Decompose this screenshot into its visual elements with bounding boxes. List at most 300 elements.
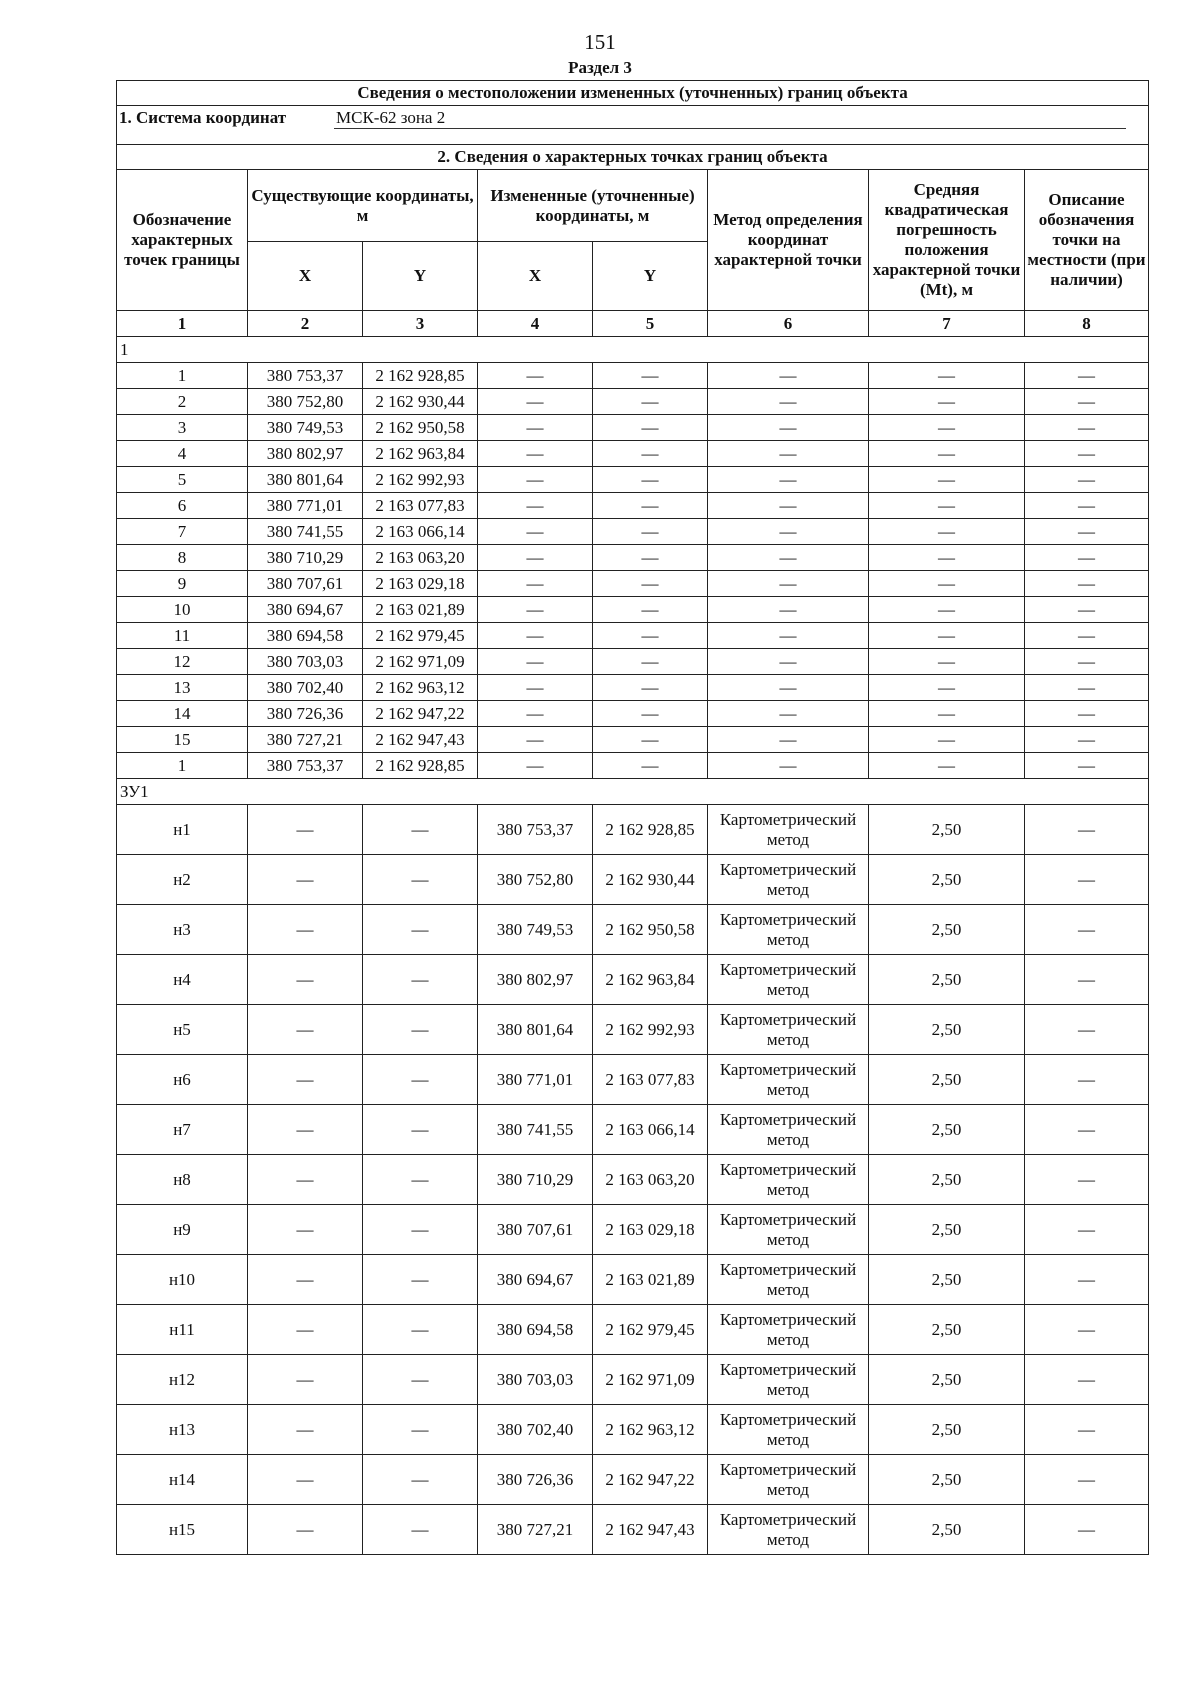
header-changed-y: Y xyxy=(593,242,708,311)
cell-changed-x: 380 694,58 xyxy=(478,1305,593,1355)
cell-description: — xyxy=(1025,1355,1149,1405)
cell-point-id: н3 xyxy=(117,905,248,955)
cell-changed-y: — xyxy=(593,493,708,519)
cell-description: — xyxy=(1025,1505,1149,1555)
cell-method: — xyxy=(708,441,869,467)
cell-changed-x: 380 801,64 xyxy=(478,1005,593,1055)
cell-point-id: 1 xyxy=(117,363,248,389)
cell-changed-x: 380 702,40 xyxy=(478,1405,593,1455)
cell-description: — xyxy=(1025,1105,1149,1155)
cell-changed-x: 380 752,80 xyxy=(478,855,593,905)
cell-description: — xyxy=(1025,389,1149,415)
header-changed-coords: Измененные (уточненные) координаты, м xyxy=(478,170,708,242)
header-existing-y: Y xyxy=(363,242,478,311)
cell-changed-x: — xyxy=(478,363,593,389)
cell-point-id: 6 xyxy=(117,493,248,519)
cell-error: — xyxy=(869,701,1025,727)
column-number: 2 xyxy=(248,311,363,337)
cell-description: — xyxy=(1025,1155,1149,1205)
cell-error: 2,50 xyxy=(869,955,1025,1005)
cell-existing-y: 2 163 063,20 xyxy=(363,545,478,571)
cell-existing-x: — xyxy=(248,955,363,1005)
cell-existing-x: 380 752,80 xyxy=(248,389,363,415)
cell-changed-y: — xyxy=(593,363,708,389)
group-name: 1 xyxy=(117,337,1149,363)
cell-existing-x: — xyxy=(248,1105,363,1155)
cell-error: — xyxy=(869,363,1025,389)
header-designation: Обозначение характерных точек границы xyxy=(117,170,248,311)
table-row xyxy=(117,545,1149,571)
table-row xyxy=(117,389,1149,415)
column-number: 4 xyxy=(478,311,593,337)
cell-point-id: 2 xyxy=(117,389,248,415)
cell-existing-y: — xyxy=(363,955,478,1005)
cell-error: — xyxy=(869,623,1025,649)
column-number: 7 xyxy=(869,311,1025,337)
cell-error: — xyxy=(869,389,1025,415)
cell-method: Картометрический метод xyxy=(708,1255,869,1305)
cell-changed-x: 380 727,21 xyxy=(478,1505,593,1555)
cell-changed-y: — xyxy=(593,571,708,597)
cell-description: — xyxy=(1025,493,1149,519)
table-row xyxy=(117,1305,1149,1355)
cell-existing-x: — xyxy=(248,1055,363,1105)
column-number: 3 xyxy=(363,311,478,337)
cell-existing-x: — xyxy=(248,1355,363,1405)
cell-point-id: 14 xyxy=(117,701,248,727)
cell-changed-y: 2 162 963,12 xyxy=(593,1405,708,1455)
cell-existing-x: — xyxy=(248,805,363,855)
cell-existing-x: 380 727,21 xyxy=(248,727,363,753)
header-error: Средняя квадратическая погрешность положения характерной точки (Mt), м xyxy=(869,170,1025,311)
cell-error: 2,50 xyxy=(869,1105,1025,1155)
cell-error: — xyxy=(869,597,1025,623)
page-number: 151 xyxy=(584,30,616,54)
cell-description: — xyxy=(1025,1005,1149,1055)
cell-method: Картометрический метод xyxy=(708,1105,869,1155)
cell-error: — xyxy=(869,441,1025,467)
cell-changed-y: — xyxy=(593,753,708,779)
cell-changed-y: — xyxy=(593,675,708,701)
cell-existing-y: — xyxy=(363,1155,478,1205)
cell-method: — xyxy=(708,415,869,441)
cell-method: — xyxy=(708,753,869,779)
cell-error: — xyxy=(869,467,1025,493)
table-row xyxy=(117,415,1149,441)
cell-description: — xyxy=(1025,727,1149,753)
table-row xyxy=(117,441,1149,467)
cell-existing-x: — xyxy=(248,1005,363,1055)
group-name: ЗУ1 xyxy=(117,779,1149,805)
cell-point-id: н1 xyxy=(117,805,248,855)
cell-changed-y: 2 162 947,43 xyxy=(593,1505,708,1555)
cell-error: 2,50 xyxy=(869,805,1025,855)
cell-method: Картометрический метод xyxy=(708,1305,869,1355)
cell-changed-x: 380 710,29 xyxy=(478,1155,593,1205)
table-row xyxy=(117,905,1149,955)
table-row xyxy=(117,727,1149,753)
cell-changed-x: — xyxy=(478,545,593,571)
cell-existing-x: 380 771,01 xyxy=(248,493,363,519)
table-row xyxy=(117,753,1149,779)
cell-existing-y: 2 162 992,93 xyxy=(363,467,478,493)
cell-changed-y: 2 162 930,44 xyxy=(593,855,708,905)
cell-changed-y: 2 162 928,85 xyxy=(593,805,708,855)
cell-method: — xyxy=(708,389,869,415)
cell-point-id: н8 xyxy=(117,1155,248,1205)
cell-description: — xyxy=(1025,753,1149,779)
cell-error: — xyxy=(869,493,1025,519)
cell-description: — xyxy=(1025,1055,1149,1105)
cell-description: — xyxy=(1025,955,1149,1005)
table-row xyxy=(117,623,1149,649)
cell-existing-y: 2 163 077,83 xyxy=(363,493,478,519)
cell-existing-y: — xyxy=(363,1005,478,1055)
cell-point-id: 11 xyxy=(117,623,248,649)
cell-method: — xyxy=(708,519,869,545)
cell-existing-y: — xyxy=(363,1455,478,1505)
cell-changed-y: 2 162 992,93 xyxy=(593,1005,708,1055)
cell-changed-y: 2 163 063,20 xyxy=(593,1155,708,1205)
cell-changed-x: 380 707,61 xyxy=(478,1205,593,1255)
cell-error: — xyxy=(869,727,1025,753)
cell-description: — xyxy=(1025,1305,1149,1355)
cell-method: — xyxy=(708,623,869,649)
cell-changed-x: — xyxy=(478,467,593,493)
header-existing-coords: Существующие координаты, м xyxy=(248,170,478,242)
cell-existing-y: 2 162 963,12 xyxy=(363,675,478,701)
cell-description: — xyxy=(1025,571,1149,597)
header-method: Метод определения координат характерной точки xyxy=(708,170,869,311)
cell-method: — xyxy=(708,727,869,753)
cell-description: — xyxy=(1025,805,1149,855)
table-row xyxy=(117,1055,1149,1105)
cell-error: — xyxy=(869,649,1025,675)
table-row xyxy=(117,675,1149,701)
cell-description: — xyxy=(1025,363,1149,389)
cell-description: — xyxy=(1025,545,1149,571)
table-row xyxy=(117,1405,1149,1455)
table-row xyxy=(117,805,1149,855)
table-row xyxy=(117,649,1149,675)
cell-method: Картометрический метод xyxy=(708,1155,869,1205)
cell-method: Картометрический метод xyxy=(708,955,869,1005)
cell-point-id: н10 xyxy=(117,1255,248,1305)
cell-point-id: н5 xyxy=(117,1005,248,1055)
cell-existing-y: 2 163 029,18 xyxy=(363,571,478,597)
cell-point-id: н2 xyxy=(117,855,248,905)
table-row xyxy=(117,519,1149,545)
header-existing-x: X xyxy=(248,242,363,311)
cell-error: 2,50 xyxy=(869,1305,1025,1355)
cell-point-id: 1 xyxy=(117,753,248,779)
cell-changed-x: — xyxy=(478,597,593,623)
cell-changed-y: — xyxy=(593,701,708,727)
cell-changed-x: 380 694,67 xyxy=(478,1255,593,1305)
cell-existing-x: 380 694,58 xyxy=(248,623,363,649)
table-title: Сведения о местоположении измененных (уточненных) границ объекта xyxy=(117,81,1149,106)
column-number: 5 xyxy=(593,311,708,337)
cell-point-id: 5 xyxy=(117,467,248,493)
coordinate-system-value: МСК-62 зона 2 xyxy=(334,108,1126,129)
column-number: 8 xyxy=(1025,311,1149,337)
cell-method: Картометрический метод xyxy=(708,805,869,855)
cell-description: — xyxy=(1025,519,1149,545)
cell-changed-x: 380 749,53 xyxy=(478,905,593,955)
cell-existing-y: — xyxy=(363,1205,478,1255)
cell-changed-x: — xyxy=(478,649,593,675)
cell-error: 2,50 xyxy=(869,1155,1025,1205)
cell-point-id: н9 xyxy=(117,1205,248,1255)
cell-changed-y: 2 162 947,22 xyxy=(593,1455,708,1505)
group-row xyxy=(117,337,1149,363)
cell-error: 2,50 xyxy=(869,905,1025,955)
cell-changed-y: — xyxy=(593,441,708,467)
cell-error: 2,50 xyxy=(869,1055,1025,1105)
group-row xyxy=(117,779,1149,805)
table-row xyxy=(117,1155,1149,1205)
cell-error: 2,50 xyxy=(869,1205,1025,1255)
cell-changed-y: — xyxy=(593,467,708,493)
cell-point-id: 3 xyxy=(117,415,248,441)
cell-method: — xyxy=(708,701,869,727)
coordinate-system-label: 1. Система координат xyxy=(119,108,287,127)
cell-existing-x: 380 694,67 xyxy=(248,597,363,623)
cell-error: — xyxy=(869,753,1025,779)
cell-changed-y: 2 163 066,14 xyxy=(593,1105,708,1155)
table-row xyxy=(117,1505,1149,1555)
cell-description: — xyxy=(1025,467,1149,493)
cell-changed-x: — xyxy=(478,519,593,545)
cell-changed-y: — xyxy=(593,545,708,571)
cell-point-id: 10 xyxy=(117,597,248,623)
table-row xyxy=(117,955,1149,1005)
cell-description: — xyxy=(1025,649,1149,675)
cell-existing-x: — xyxy=(248,1205,363,1255)
coordinate-system-row xyxy=(117,106,1149,145)
cell-changed-x: 380 753,37 xyxy=(478,805,593,855)
cell-existing-x: 380 726,36 xyxy=(248,701,363,727)
cell-existing-y: — xyxy=(363,1355,478,1405)
cell-description: — xyxy=(1025,597,1149,623)
cell-changed-y: — xyxy=(593,597,708,623)
cell-existing-x: 380 749,53 xyxy=(248,415,363,441)
cell-point-id: н6 xyxy=(117,1055,248,1105)
cell-existing-y: 2 162 947,43 xyxy=(363,727,478,753)
cell-existing-x: — xyxy=(248,1405,363,1455)
cell-existing-y: 2 162 930,44 xyxy=(363,389,478,415)
cell-point-id: н12 xyxy=(117,1355,248,1405)
cell-existing-x: 380 802,97 xyxy=(248,441,363,467)
cell-point-id: н11 xyxy=(117,1305,248,1355)
cell-changed-y: 2 163 077,83 xyxy=(593,1055,708,1105)
cell-error: 2,50 xyxy=(869,1455,1025,1505)
column-number: 6 xyxy=(708,311,869,337)
header-description: Описание обозначения точки на местности (при наличии) xyxy=(1025,170,1149,311)
cell-method: — xyxy=(708,571,869,597)
cell-existing-y: — xyxy=(363,905,478,955)
cell-existing-y: 2 162 963,84 xyxy=(363,441,478,467)
table-row xyxy=(117,1005,1149,1055)
cell-changed-y: — xyxy=(593,519,708,545)
cell-existing-x: — xyxy=(248,1305,363,1355)
cell-existing-x: — xyxy=(248,1505,363,1555)
cell-existing-y: — xyxy=(363,1305,478,1355)
cell-point-id: 7 xyxy=(117,519,248,545)
cell-method: — xyxy=(708,649,869,675)
cell-error: 2,50 xyxy=(869,1355,1025,1405)
cell-method: — xyxy=(708,597,869,623)
cell-changed-x: — xyxy=(478,623,593,649)
cell-existing-y: 2 162 971,09 xyxy=(363,649,478,675)
cell-changed-y: — xyxy=(593,649,708,675)
cell-existing-x: 380 710,29 xyxy=(248,545,363,571)
cell-existing-y: — xyxy=(363,1105,478,1155)
cell-changed-x: 380 741,55 xyxy=(478,1105,593,1155)
cell-existing-x: — xyxy=(248,905,363,955)
cell-changed-x: 380 726,36 xyxy=(478,1455,593,1505)
cell-changed-y: — xyxy=(593,727,708,753)
cell-existing-y: — xyxy=(363,1055,478,1105)
table-row xyxy=(117,701,1149,727)
cell-description: — xyxy=(1025,855,1149,905)
cell-existing-x: 380 707,61 xyxy=(248,571,363,597)
table-row xyxy=(117,571,1149,597)
cell-method: Картометрический метод xyxy=(708,1205,869,1255)
cell-description: — xyxy=(1025,701,1149,727)
cell-changed-x: — xyxy=(478,441,593,467)
boundary-points-table xyxy=(116,80,1149,1555)
cell-description: — xyxy=(1025,623,1149,649)
cell-point-id: н14 xyxy=(117,1455,248,1505)
cell-point-id: 9 xyxy=(117,571,248,597)
cell-existing-y: — xyxy=(363,855,478,905)
cell-error: 2,50 xyxy=(869,855,1025,905)
cell-error: — xyxy=(869,545,1025,571)
cell-error: 2,50 xyxy=(869,1255,1025,1305)
column-number: 1 xyxy=(117,311,248,337)
cell-method: — xyxy=(708,467,869,493)
cell-existing-y: 2 162 928,85 xyxy=(363,363,478,389)
cell-existing-x: 380 753,37 xyxy=(248,363,363,389)
cell-description: — xyxy=(1025,1455,1149,1505)
cell-point-id: н7 xyxy=(117,1105,248,1155)
section-title: Раздел 3 xyxy=(568,58,632,77)
table-row xyxy=(117,855,1149,905)
cell-existing-x: — xyxy=(248,1155,363,1205)
table-row xyxy=(117,363,1149,389)
cell-changed-x: — xyxy=(478,571,593,597)
cell-point-id: 4 xyxy=(117,441,248,467)
cell-existing-x: 380 753,37 xyxy=(248,753,363,779)
cell-method: — xyxy=(708,363,869,389)
cell-changed-x: — xyxy=(478,753,593,779)
cell-point-id: 12 xyxy=(117,649,248,675)
cell-error: 2,50 xyxy=(869,1405,1025,1455)
cell-existing-y: 2 162 928,85 xyxy=(363,753,478,779)
cell-existing-y: — xyxy=(363,1505,478,1555)
cell-existing-x: — xyxy=(248,855,363,905)
cell-changed-y: 2 162 971,09 xyxy=(593,1355,708,1405)
cell-description: — xyxy=(1025,1205,1149,1255)
table-row xyxy=(117,467,1149,493)
cell-existing-x: — xyxy=(248,1455,363,1505)
cell-existing-y: 2 162 950,58 xyxy=(363,415,478,441)
cell-changed-x: 380 802,97 xyxy=(478,955,593,1005)
table-row xyxy=(117,1105,1149,1155)
cell-existing-x: 380 703,03 xyxy=(248,649,363,675)
cell-description: — xyxy=(1025,1255,1149,1305)
cell-method: — xyxy=(708,545,869,571)
cell-point-id: 15 xyxy=(117,727,248,753)
table-row xyxy=(117,597,1149,623)
cell-point-id: 8 xyxy=(117,545,248,571)
cell-changed-y: — xyxy=(593,389,708,415)
cell-existing-x: 380 741,55 xyxy=(248,519,363,545)
cell-method: Картометрический метод xyxy=(708,905,869,955)
cell-existing-x: — xyxy=(248,1255,363,1305)
cell-method: Картометрический метод xyxy=(708,1455,869,1505)
cell-description: — xyxy=(1025,675,1149,701)
cell-point-id: 13 xyxy=(117,675,248,701)
cell-changed-x: 380 703,03 xyxy=(478,1355,593,1405)
cell-error: — xyxy=(869,519,1025,545)
cell-point-id: н13 xyxy=(117,1405,248,1455)
table-row xyxy=(117,1355,1149,1405)
table-row xyxy=(117,1455,1149,1505)
cell-point-id: н4 xyxy=(117,955,248,1005)
cell-existing-y: — xyxy=(363,1405,478,1455)
cell-changed-x: — xyxy=(478,727,593,753)
cell-changed-y: — xyxy=(593,415,708,441)
cell-existing-y: 2 163 066,14 xyxy=(363,519,478,545)
cell-error: — xyxy=(869,675,1025,701)
cell-description: — xyxy=(1025,441,1149,467)
cell-error: — xyxy=(869,571,1025,597)
cell-point-id: н15 xyxy=(117,1505,248,1555)
cell-changed-y: 2 162 979,45 xyxy=(593,1305,708,1355)
cell-error: 2,50 xyxy=(869,1505,1025,1555)
table-row xyxy=(117,1255,1149,1305)
cell-method: Картометрический метод xyxy=(708,1405,869,1455)
cell-existing-y: 2 163 021,89 xyxy=(363,597,478,623)
cell-changed-y: — xyxy=(593,623,708,649)
cell-existing-y: — xyxy=(363,805,478,855)
cell-existing-y: 2 162 979,45 xyxy=(363,623,478,649)
cell-existing-y: 2 162 947,22 xyxy=(363,701,478,727)
cell-method: — xyxy=(708,675,869,701)
cell-changed-y: 2 163 021,89 xyxy=(593,1255,708,1305)
table-row xyxy=(117,1205,1149,1255)
cell-method: Картометрический метод xyxy=(708,1005,869,1055)
cell-existing-x: 380 702,40 xyxy=(248,675,363,701)
cell-method: Картометрический метод xyxy=(708,1355,869,1405)
cell-description: — xyxy=(1025,415,1149,441)
cell-description: — xyxy=(1025,1405,1149,1455)
cell-method: — xyxy=(708,493,869,519)
cell-changed-x: — xyxy=(478,389,593,415)
cell-existing-x: 380 801,64 xyxy=(248,467,363,493)
cell-existing-y: — xyxy=(363,1255,478,1305)
cell-changed-x: — xyxy=(478,675,593,701)
cell-changed-y: 2 162 963,84 xyxy=(593,955,708,1005)
cell-error: 2,50 xyxy=(869,1005,1025,1055)
cell-error: — xyxy=(869,415,1025,441)
cell-changed-x: — xyxy=(478,493,593,519)
table-row xyxy=(117,493,1149,519)
cell-changed-y: 2 163 029,18 xyxy=(593,1205,708,1255)
cell-description: — xyxy=(1025,905,1149,955)
